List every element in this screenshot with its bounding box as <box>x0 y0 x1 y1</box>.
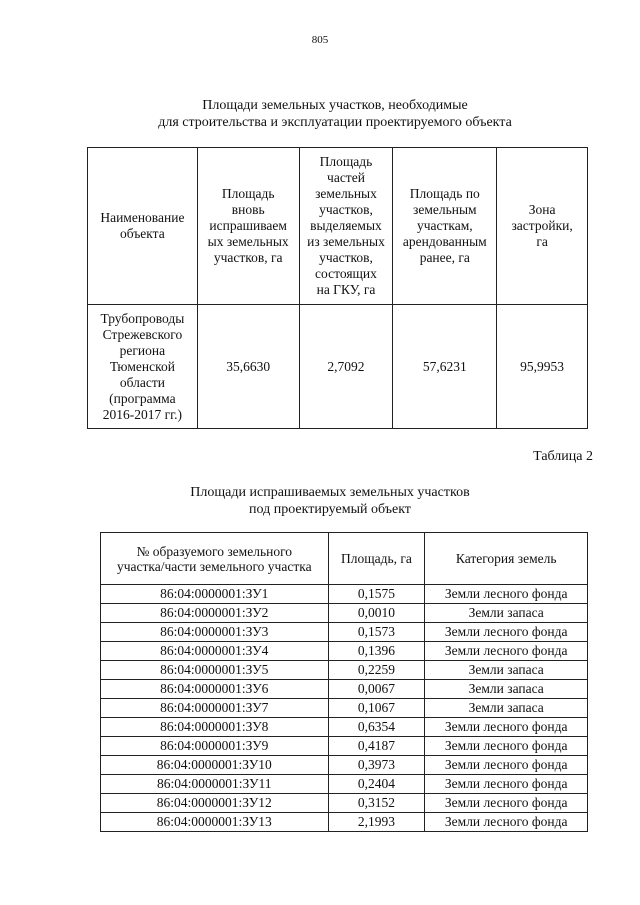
cell-line: выделяемых <box>310 218 382 233</box>
area-leased-cell: 57,6231 <box>393 305 497 429</box>
plot-number-cell: 86:04:0000001:ЗУ2 <box>101 604 329 623</box>
header-land-category: Категория земель <box>425 533 588 585</box>
plot-area-cell: 0,0067 <box>328 680 425 699</box>
land-category-cell: Земли лесного фонда <box>425 794 588 813</box>
zone-cell: 95,9953 <box>497 305 588 429</box>
cell-line: Тюменской <box>109 358 175 374</box>
table-row <box>101 623 588 642</box>
land-category-cell: Земли лесного фонда <box>425 756 588 775</box>
header-plot-number: № образуемого земельного участка/части земельного участка <box>101 533 329 585</box>
table-row <box>101 813 588 832</box>
land-category-cell: Земли лесного фонда <box>425 737 588 756</box>
cell-line: 2016-2017 гг.) <box>102 406 183 422</box>
cell-line: арендованным <box>402 234 487 249</box>
table-row <box>101 775 588 794</box>
table2-label: Таблица 2 <box>533 449 593 464</box>
cell-line: Площадь <box>221 186 275 201</box>
header-zone <box>497 148 588 305</box>
cell-line: участков, <box>319 202 373 217</box>
header-plot-area: Площадь, га <box>328 533 425 585</box>
cell-line: частей <box>327 170 365 185</box>
plot-area-cell: 2,1993 <box>328 813 425 832</box>
table2-title-line1: Площади испрашиваемых земельных участков <box>190 485 470 500</box>
plot-number-cell: 86:04:0000001:ЗУ7 <box>101 699 329 718</box>
land-category-cell: Земли лесного фонда <box>425 813 588 832</box>
table1-header-row <box>88 148 588 305</box>
cell-line: земельным <box>413 202 477 217</box>
cell-line: Зона <box>528 202 556 217</box>
header-area-new <box>197 148 299 305</box>
plot-number-cell: 86:04:0000001:ЗУ1 <box>101 585 329 604</box>
land-plots-table <box>87 147 588 429</box>
land-category-cell: Земли запаса <box>425 680 588 699</box>
table2-header-row <box>101 533 588 585</box>
page-number: 805 <box>311 34 329 46</box>
cell-line: объекта <box>120 226 165 241</box>
plot-area-cell: 0,3973 <box>328 756 425 775</box>
cell-line: Стрежевского <box>102 326 183 342</box>
cell-line: земельных <box>315 186 377 201</box>
land-category-cell: Земли лесного фонда <box>425 718 588 737</box>
cell-line: га <box>536 234 548 249</box>
table-row <box>101 585 588 604</box>
cell-line: застройки, <box>511 218 573 233</box>
cell-line: на ГКУ, га <box>316 282 376 297</box>
table-row <box>101 604 588 623</box>
land-category-cell: Земли запаса <box>425 661 588 680</box>
cell-line: Площадь по <box>409 186 480 201</box>
land-category-cell: Земли лесного фонда <box>425 585 588 604</box>
table1-title-line1: Площади земельных участков, необходимые <box>202 98 468 113</box>
land-category-cell: Земли лесного фонда <box>425 775 588 794</box>
cell-line: состоящих <box>315 266 377 281</box>
plot-number-cell: 86:04:0000001:ЗУ10 <box>101 756 329 775</box>
plot-area-cell: 0,2404 <box>328 775 425 794</box>
plot-area-cell: 0,3152 <box>328 794 425 813</box>
cell-line: (программа <box>109 390 176 406</box>
table-row <box>88 305 588 429</box>
table-row <box>101 661 588 680</box>
table-row <box>101 737 588 756</box>
plot-area-cell: 0,1067 <box>328 699 425 718</box>
table-row <box>101 642 588 661</box>
cell-line: ранее, га <box>419 250 470 265</box>
table2-title <box>180 484 480 518</box>
table1-title-line2: для строительства и эксплуатации проектируемого объекта <box>158 115 512 130</box>
cell-line: участков, га <box>213 250 283 265</box>
cell-line: участкам, <box>416 218 473 233</box>
header-object-name <box>88 148 198 305</box>
plot-area-cell: 0,0010 <box>328 604 425 623</box>
plot-area-cell: 0,1575 <box>328 585 425 604</box>
plot-number-cell: 86:04:0000001:ЗУ8 <box>101 718 329 737</box>
plot-number-cell: 86:04:0000001:ЗУ13 <box>101 813 329 832</box>
area-new-cell: 35,6630 <box>197 305 299 429</box>
cell-line: вновь <box>231 202 265 217</box>
header-area-parts <box>299 148 393 305</box>
plot-number-cell: 86:04:0000001:ЗУ5 <box>101 661 329 680</box>
plot-area-cell: 0,4187 <box>328 737 425 756</box>
table2-body <box>101 585 588 832</box>
plot-area-cell: 0,1396 <box>328 642 425 661</box>
land-category-cell: Земли лесного фонда <box>425 623 588 642</box>
object-name-cell <box>88 305 198 429</box>
table-row <box>101 794 588 813</box>
table1-title <box>120 97 550 131</box>
table-row <box>101 756 588 775</box>
cell-line: Наименование <box>100 210 185 225</box>
table2-title-line2: под проектируемый объект <box>249 502 411 517</box>
table-row <box>101 699 588 718</box>
cell-line: Трубопроводы <box>100 310 185 326</box>
plot-area-cell: 0,1573 <box>328 623 425 642</box>
plot-number-cell: 86:04:0000001:ЗУ6 <box>101 680 329 699</box>
land-category-cell: Земли лесного фонда <box>425 642 588 661</box>
requested-plots-table <box>100 532 588 832</box>
cell-line: испрашиваем <box>209 218 287 233</box>
plot-area-cell: 0,6354 <box>328 718 425 737</box>
cell-line: участков, <box>319 250 373 265</box>
land-category-cell: Земли запаса <box>425 604 588 623</box>
plot-area-cell: 0,2259 <box>328 661 425 680</box>
plot-number-cell: 86:04:0000001:ЗУ12 <box>101 794 329 813</box>
table-row <box>101 680 588 699</box>
header-area-leased <box>393 148 497 305</box>
cell-line: области <box>119 374 165 390</box>
cell-line: из земельных <box>307 234 385 249</box>
cell-line: Площадь <box>319 154 373 169</box>
cell-line: региона <box>119 342 166 358</box>
area-parts-cell: 2,7092 <box>299 305 393 429</box>
plot-number-cell: 86:04:0000001:ЗУ3 <box>101 623 329 642</box>
table-row <box>101 718 588 737</box>
land-category-cell: Земли запаса <box>425 699 588 718</box>
plot-number-cell: 86:04:0000001:ЗУ9 <box>101 737 329 756</box>
plot-number-cell: 86:04:0000001:ЗУ11 <box>101 775 329 794</box>
plot-number-cell: 86:04:0000001:ЗУ4 <box>101 642 329 661</box>
cell-line: ых земельных <box>207 234 289 249</box>
